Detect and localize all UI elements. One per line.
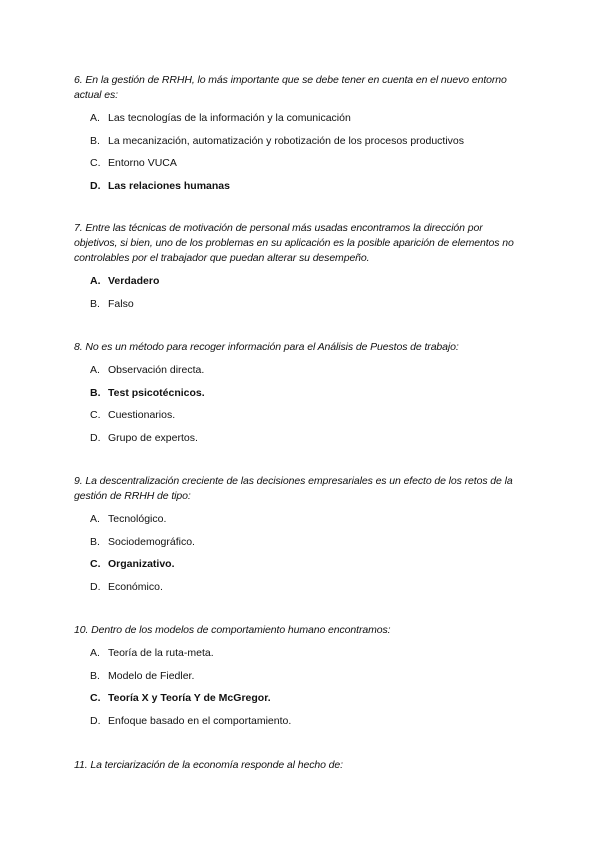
question-8 — [74, 340, 524, 453]
option-letter: B. — [90, 134, 100, 147]
option-c — [74, 408, 524, 423]
option-a — [74, 111, 524, 126]
option-b — [74, 134, 524, 149]
option-letter: D. — [90, 580, 101, 593]
option-text: Modelo de Fiedler. — [108, 669, 195, 682]
option-letter: C. — [90, 409, 101, 422]
option-letter: A. — [90, 647, 100, 659]
option-a — [74, 646, 524, 661]
option-a — [74, 274, 524, 289]
option-c — [74, 557, 524, 572]
question-9 — [74, 474, 524, 602]
option-letter: C. — [90, 692, 101, 705]
option-list — [74, 512, 524, 595]
question-text: 7. Entre las técnicas de motivación de personal más usadas encontramos la dirección por objetivos, si bien, uno de los problemas en su aplicación es la posible aparición de elementos no controlables por el trabajador que puedan alterar su desempeño. — [74, 222, 514, 264]
question-6 — [74, 73, 524, 201]
option-letter: A. — [90, 275, 101, 287]
option-text: Las relaciones humanas — [108, 179, 230, 192]
option-letter: C. — [90, 157, 101, 170]
option-letter: B. — [90, 669, 100, 682]
question-text: 9. La descentralización creciente de las decisiones empresariales es un efecto de los retos de la gestión de RRHH de tipo: — [74, 475, 513, 502]
option-letter: B. — [90, 386, 101, 399]
option-text: Verdadero — [108, 275, 160, 287]
question-text: 11. La terciarización de la economía responde al hecho de: — [74, 759, 343, 771]
option-text: Entorno VUCA — [108, 157, 177, 170]
question-11 — [74, 758, 524, 773]
question-text: 10. Dentro de los modelos de comportamiento humano encontramos: — [74, 624, 391, 636]
option-text: Las tecnologías de la información y la comunicación — [108, 112, 351, 124]
option-letter: A. — [90, 364, 100, 376]
option-list — [74, 274, 524, 312]
option-text: Grupo de expertos. — [108, 431, 198, 444]
option-text: Enfoque basado en el comportamiento. — [108, 714, 292, 727]
option-d — [74, 580, 524, 595]
option-letter: D. — [90, 179, 101, 192]
option-text: Test psicotécnicos. — [108, 386, 205, 399]
question-10 — [74, 623, 524, 736]
option-list — [74, 111, 524, 194]
question-text: 8. No es un método para recoger información para el Análisis de Puestos de trabajo: — [74, 341, 459, 353]
question-text: 6. En la gestión de RRHH, lo más importante que se debe tener en cuenta en el nuevo entorno actual es: — [74, 74, 507, 101]
option-text: Falso — [108, 297, 134, 310]
option-letter: D. — [90, 714, 101, 727]
option-text: Observación directa. — [108, 364, 205, 376]
option-text: Económico. — [108, 580, 163, 593]
option-b — [74, 669, 524, 684]
option-letter: B. — [90, 535, 100, 548]
option-b — [74, 386, 524, 401]
option-letter: A. — [90, 513, 100, 525]
option-text: Organizativo. — [108, 558, 175, 571]
option-b — [74, 297, 524, 312]
option-text: Teoría X y Teoría Y de McGregor. — [108, 692, 271, 705]
option-text: La mecanización, automatización y robotización de los procesos productivos — [108, 134, 465, 147]
option-a — [74, 363, 524, 378]
option-d — [74, 179, 524, 194]
option-text: Cuestionarios. — [108, 409, 176, 422]
option-list — [74, 363, 524, 446]
option-text: Tecnológico. — [108, 513, 167, 525]
option-text: Sociodemográfico. — [108, 535, 195, 548]
option-c — [74, 156, 524, 171]
option-text: Teoría de la ruta-meta. — [108, 647, 214, 659]
option-list — [74, 646, 524, 729]
option-letter: D. — [90, 431, 101, 444]
option-d — [74, 714, 524, 729]
option-c — [74, 691, 524, 706]
option-letter: B. — [90, 297, 100, 310]
option-letter: A. — [90, 112, 100, 124]
question-7 — [74, 221, 524, 319]
option-a — [74, 512, 524, 527]
option-b — [74, 535, 524, 550]
option-letter: C. — [90, 558, 101, 571]
option-d — [74, 431, 524, 446]
